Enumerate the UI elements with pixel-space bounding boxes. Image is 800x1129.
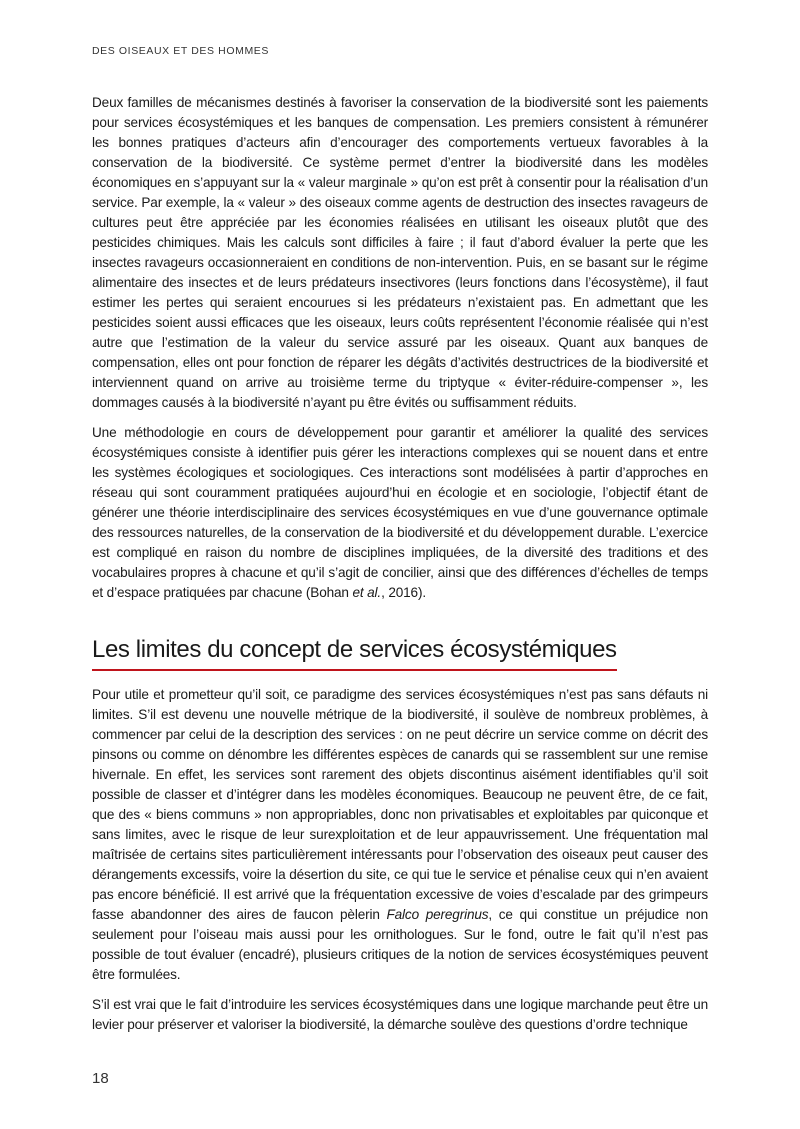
paragraph-text: Une méthodologie en cours de développement pour garantir et améliorer la qualité des services écosystémiques consiste à identifier puis gérer les interactions complexes qui se nouent dans et entre les systèmes écologiques et sociologiques. Ces interactions sont modélisées à partir d’approches en réseau qui sont couramment pratiquées aujourd’hui en écologie et en sociologie, l’objectif étant de générer une théorie interdisciplinaire des services écosystémiques en vue d’une gouvernance optimale des ressources naturelles, de la conservation de la biodiversité et du développement durable. L’exercice est compliqué en raison du nombre de disciplines impliquées, de la diversité des traditions et des vocabulaires propres à chacune et qu’il s’agit de concilier, ainsi que des différences d’échelles de temps et d’espace pratiquées par chacune (Bohan [92,425,708,600]
paragraph [92,423,708,603]
paragraph-text: , ce qui constitue un préjudice non seulement pour l’oiseau mais aussi pour les ornithologues. Sur le fond, outre le fait qu’il n’est pas possible de tout évaluer (encadré), plusieurs critiques de la notion de services écosystémiques peuvent être formulées. [92,907,708,982]
page-number: 18 [92,1070,109,1087]
italic-citation: et al. [352,585,382,600]
paragraph: S’il est vrai que le fait d’introduire les services écosystémiques dans une logique marchande peut être un levier pour préserver et valoriser la biodiversité, la démarche soulève des questions d’ordre technique [92,997,708,1032]
paragraph-text: Pour utile et prometteur qu’il soit, ce paradigme des services écosystémiques n’est pas sans défauts ni limites. S’il est devenu une nouvelle métrique de la biodiversité, il soulève de nombreux problèmes, à commencer par celui de la description des services : on ne peut décrire un service comme on décrit des pinsons ou comme on dénombre les différentes espèces de canards qui se rassemblent sur une remise hivernale. En effet, les services sont rarement des objets discontinus aisément identifiables qu’il soit possible de classer et d’intégrer dans les modèles économiques. Beaucoup ne peuvent être, de ce fait, que des « biens communs » non appropriables, donc non privatisables et exploitables par quiconque et sans limites, avec le risque de leur surexploitation et de leur appauvrissement. Une fréquentation mal maîtrisée de certains sites particulièrement intéressants pour l’observation des oiseaux peut causer des dérangements excessifs, voire la désertion du site, ce qui tue le service et pénalise ceux qui n’en avaient pas encore bénéficié. Il est arrivé que la fréquentation excessive de voies d’escalade par des grimpeurs fasse abandonner des aires de faucon pèlerin [92,687,708,922]
paragraph: Deux familles de mécanismes destinés à favoriser la conservation de la biodiversité sont les paiements pour services écosystémiques et les banques de compensation. Les premiers consistent à rémunérer les bonnes pratiques d’acteurs afin d’encourager des comportements vertueux favorables à la conservation de la biodiversité. Ce système permet d’entrer la biodiversité dans les modèles économiques en s’appuyant sur la « valeur marginale » qu’on est prêt à consentir pour la réalisation d’un service. Par exemple, la « valeur » des oiseaux comme agents de destruction des insectes ravageurs de cultures peut être appréciée par les économies réalisées en utilisant les oiseaux plutôt que des pesticides chimiques. Mais les calculs sont difficiles à faire ; il faut d’abord évaluer la perte que les insectes ravageurs occasionneraient en conditions de non-intervention. Puis, en se basant sur le régime alimentaire des insectes et de leurs prédateurs insectivores (leurs fonctions dans l’écosystème), il faut estimer les pertes qui seraient encourues si les prédateurs n’existaient pas. En admettant que les pesticides soient aussi efficaces que les oiseaux, leurs coûts représentent l’économie réalisée qui n’est autre que l’estimation de la valeur du service assuré par les oiseaux. Quant aux banques de compensation, elles ont pour fonction de réparer les dégâts d’activités destructrices de la biodiversité et interviennent quand on arrive au troisième terme du triptyque « éviter-réduire-compenser », les dommages causés à la biodiversité n’ayant pu être évités ou suffisamment réduits. [92,95,708,410]
species-name: Falco peregrinus [386,907,489,922]
paragraph [92,685,708,985]
paragraph-text: , 2016). [381,585,426,600]
page-body [92,93,708,1045]
section-heading: Les limites du concept de services écosystémiques [92,635,617,671]
running-head: DES OISEAUX ET DES HOMMES [92,45,270,57]
